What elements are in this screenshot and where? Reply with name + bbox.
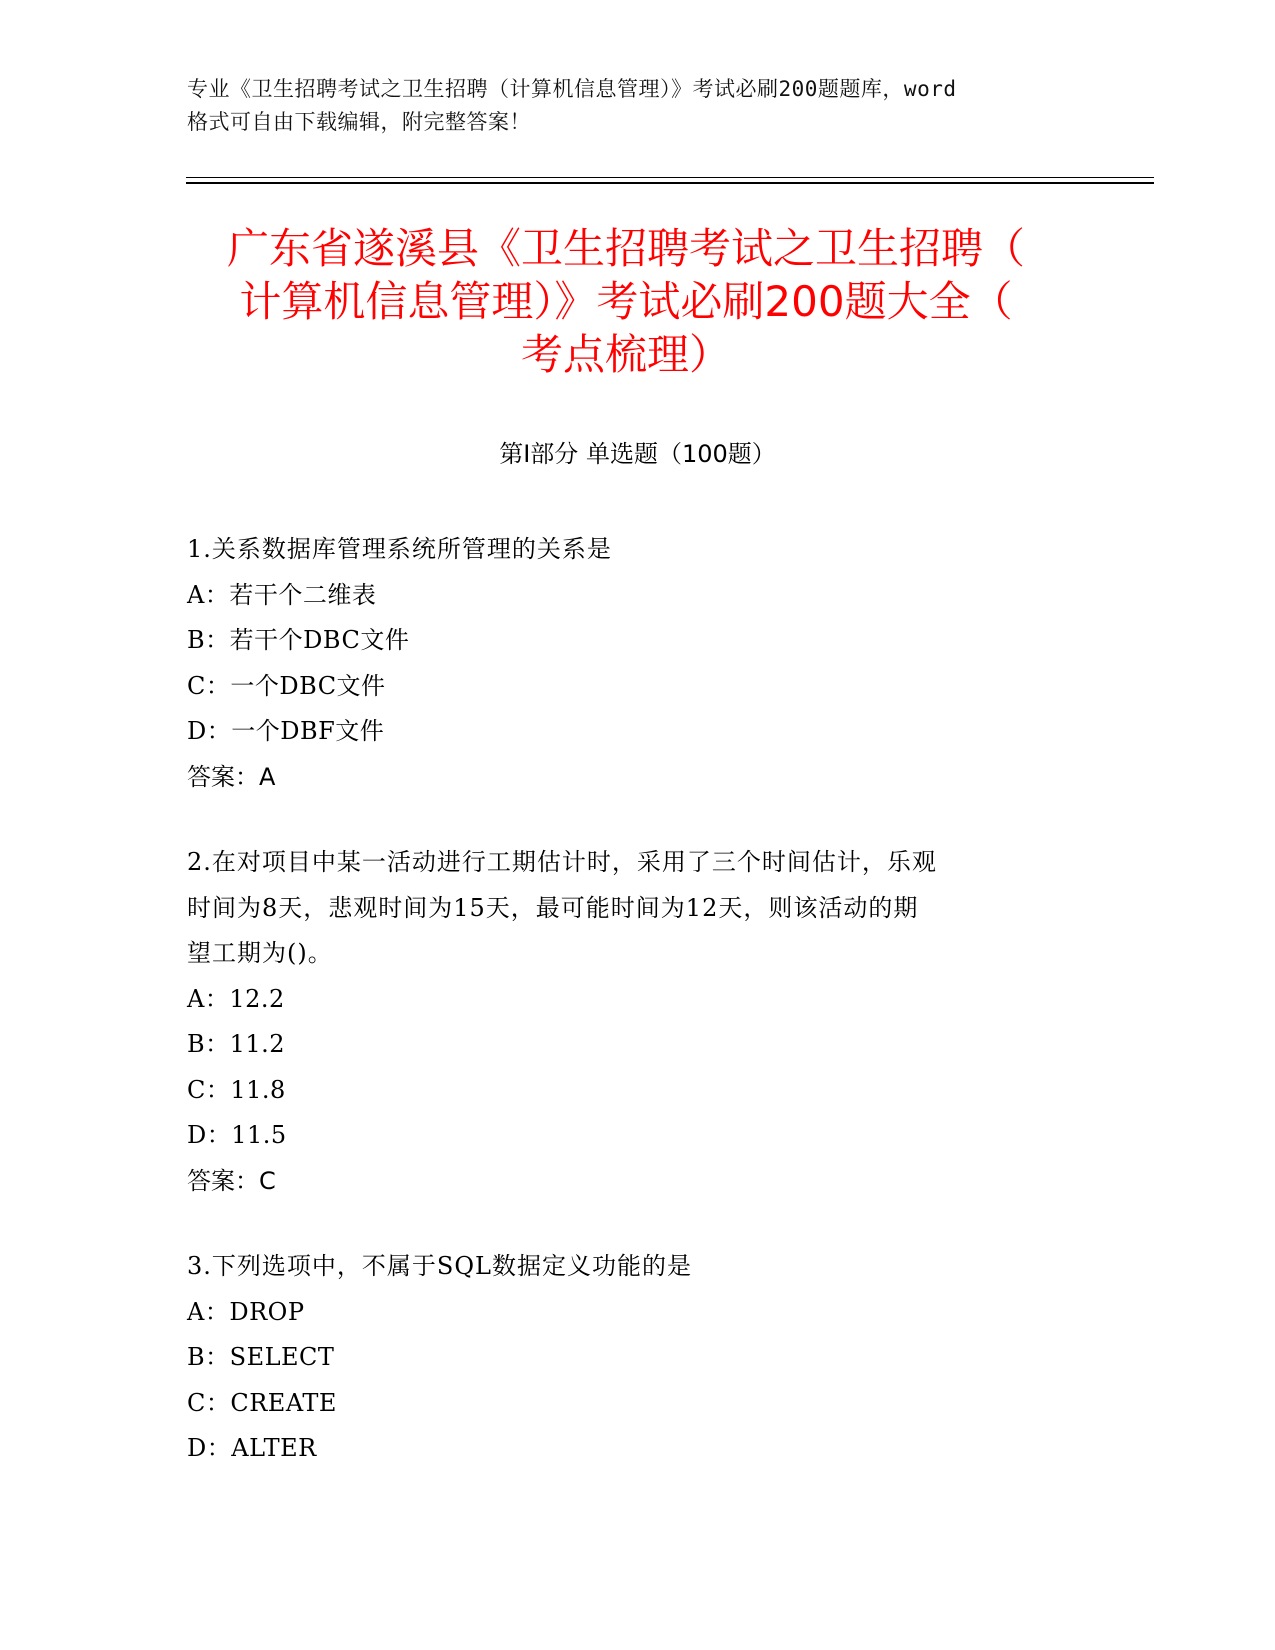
document-title — [186, 222, 1066, 381]
question-stem-line-1: 2.在对项目中某一活动进行工期估计时，采用了三个时间估计，乐观 — [187, 848, 937, 876]
option-separator: ： — [205, 671, 231, 700]
option-c — [187, 664, 1067, 710]
question-list — [187, 527, 1067, 1512]
section-title: 第Ⅰ部分 单选题（100题） — [499, 440, 776, 468]
option-separator: ： — [204, 1297, 230, 1326]
option-key: A — [187, 580, 205, 609]
answer-line: 答案：C — [187, 1166, 276, 1195]
option-text: 12.2 — [229, 984, 285, 1013]
option-text: 若干个二维表 — [229, 580, 377, 609]
option-text: 11.5 — [231, 1121, 287, 1149]
option-key: A — [187, 1297, 205, 1326]
option-text: CREATE — [230, 1388, 337, 1417]
option-text: 一个DBC文件 — [230, 671, 386, 700]
option-key: C — [187, 1388, 206, 1417]
option-separator: ： — [204, 580, 230, 609]
option-a — [187, 1290, 1067, 1336]
option-text: 若干个DBC文件 — [229, 626, 410, 654]
option-a — [187, 977, 1067, 1023]
option-b — [187, 618, 1067, 664]
option-d — [187, 709, 1067, 755]
question-stem: 3.下列选项中，不属于SQL数据定义功能的是 — [187, 1252, 692, 1280]
option-text: 11.2 — [229, 1030, 286, 1058]
title-line-3: 考点梳理） — [520, 330, 731, 379]
option-text: ALTER — [231, 1434, 317, 1462]
intro-line-1: 专业《卫生招聘考试之卫生招聘（计算机信息管理）》考试必刷200题题库，word — [187, 77, 957, 101]
option-key: D — [187, 1434, 207, 1462]
question-3 — [187, 1244, 1067, 1472]
option-key: D — [187, 1121, 207, 1149]
option-separator: ： — [205, 1343, 230, 1371]
option-text: SELECT — [229, 1343, 335, 1371]
option-separator: ： — [205, 1030, 230, 1058]
title-line-1: 广东省遂溪县《卫生招聘考试之卫生招聘（ — [226, 224, 1025, 273]
option-separator: ： — [206, 1434, 232, 1462]
option-text: DROP — [229, 1297, 305, 1326]
header-rule-thick — [186, 182, 1154, 184]
question-2 — [187, 840, 1067, 1204]
option-d — [187, 1113, 1067, 1159]
option-separator: ： — [206, 1121, 232, 1149]
option-text: 11.8 — [230, 1075, 286, 1104]
question-stem-line-2: 时间为8天，悲观时间为15天，最可能时间为12天，则该活动的期 — [187, 893, 919, 922]
option-key: B — [187, 626, 206, 654]
question-stem-line-3: 望工期为()。 — [187, 939, 333, 967]
option-c — [187, 1068, 1067, 1114]
option-key: D — [187, 717, 207, 745]
option-separator: ： — [206, 717, 232, 745]
option-b — [187, 1335, 1067, 1381]
option-separator: ： — [205, 1388, 231, 1417]
option-text: 一个DBF文件 — [231, 717, 385, 745]
option-key: C — [187, 671, 206, 700]
option-separator: ： — [205, 1075, 231, 1104]
header-rule-thin — [186, 177, 1154, 178]
option-key: C — [187, 1075, 206, 1104]
option-key: B — [187, 1343, 206, 1371]
option-b — [187, 1022, 1067, 1068]
intro-text — [187, 73, 1087, 139]
option-d — [187, 1426, 1067, 1472]
title-line-2: 计算机信息管理）》考试必刷200题大全（ — [239, 277, 1013, 326]
intro-line-2: 格式可自由下载编辑，附完整答案！ — [187, 110, 531, 134]
option-key: B — [187, 1030, 206, 1058]
question-stem: 1.关系数据库管理系统所管理的关系是 — [187, 535, 612, 563]
option-a — [187, 573, 1067, 619]
answer-line: 答案：A — [187, 762, 276, 791]
option-key: A — [187, 984, 205, 1013]
option-c — [187, 1381, 1067, 1427]
question-1 — [187, 527, 1067, 800]
option-separator: ： — [204, 984, 230, 1013]
option-separator: ： — [205, 626, 230, 654]
